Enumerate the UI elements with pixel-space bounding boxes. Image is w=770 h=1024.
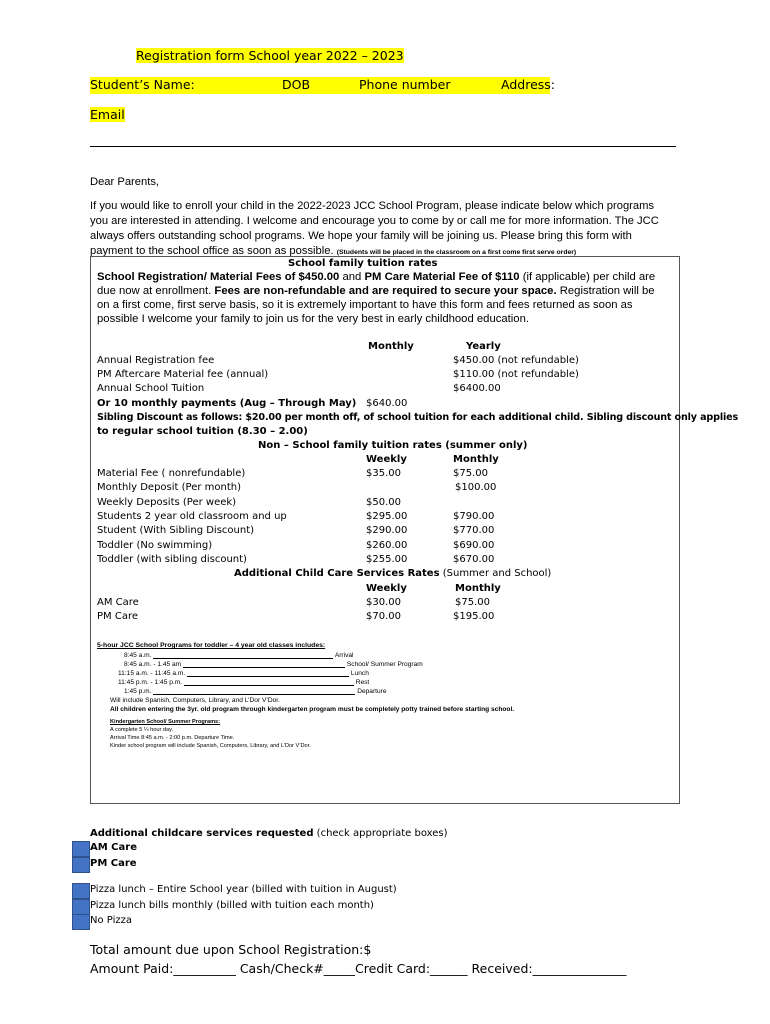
schedule-time: 1:45 p.m. Departure [124, 688, 387, 695]
form-title: Registration form School year 2022 – 2023 [136, 48, 404, 63]
fees-line-4: possible I welcome your family to join us for the very best in early childhood education. [97, 313, 530, 325]
greeting: Dear Parents, [90, 176, 160, 188]
rate-monthly: $690.00 [453, 540, 495, 551]
fee-label: Annual Registration fee [97, 355, 215, 366]
kindergarten-line: Kinder school program will include Spanish, Computers, Library, and L’Dor V’Dor. [110, 743, 311, 749]
care-monthly: $75.00 [455, 597, 490, 608]
pizza-entire-year-checkbox[interactable] [72, 883, 90, 899]
fees-line-1: School Registration/ Material Fees of $450.00 and PM Care Material Fee of $110 (if applicable) per child are [97, 271, 656, 283]
rate-monthly: $75.00 [453, 468, 488, 479]
sibling-discount-line-2: to regular school tuition (8.30 – 2.00) [97, 426, 308, 437]
rate-monthly: $100.00 [455, 482, 497, 493]
rate-label: Toddler (No swimming) [97, 540, 213, 551]
will-include-note: Will include Spanish, Computers, Library, and L’Dor V’Dor. [110, 697, 280, 704]
non-school-title: Non – School family tuition rates (summer only) [258, 440, 528, 451]
amount-paid-line: Amount Paid:__________ Cash/Check#_____Credit Card:______ Received:_______________ [90, 961, 627, 976]
email-label: Email [90, 107, 125, 122]
kindergarten-line: A complete 5 ¼ hour day. [110, 727, 174, 733]
additional-rates-title: Additional Child Care Services Rates (Summer and School) [234, 568, 552, 579]
rate-label: Toddler (with sibling discount) [97, 554, 247, 565]
rate-monthly: $770.00 [453, 525, 495, 536]
rate-weekly: $260.00 [366, 540, 408, 551]
care-label: AM Care [97, 597, 139, 608]
kindergarten-line: Arrival Time 8:45 a.m. - 2:00 p.m. Departure Time. [110, 735, 235, 741]
care-weekly: $30.00 [366, 597, 401, 608]
pm-care-label: PM Care [90, 858, 137, 869]
rate-weekly: $50.00 [366, 497, 401, 508]
placement-note: (Students will be placed in the classroom on a first come first serve order) [336, 249, 577, 256]
care-label: PM Care [97, 611, 138, 622]
monthly-payments-value: $640.00 [366, 398, 408, 409]
am-care-checkbox[interactable] [72, 841, 90, 857]
phone-label: Phone number [359, 77, 451, 92]
fee-label: PM Aftercare Material fee (annual) [97, 369, 269, 380]
schedule-time: 11:15 a.m. - 11:45 a.m. Lunch [118, 670, 369, 677]
pizza-monthly-checkbox[interactable] [72, 899, 90, 915]
address-label: Address: [501, 77, 555, 92]
schedule-time: 8:45 a.m. - 1.45 am School/ Summer Program [124, 661, 423, 668]
potty-training-note: All children entering the 3yr. old program through kindergarten program must be completely potty trained before starting school. [110, 706, 515, 713]
rate-monthly: $670.00 [453, 554, 495, 565]
care-weekly: $70.00 [366, 611, 401, 622]
letter-line-3: always offers outstanding school programs. We hope your family will be joining us. Please bring this form with [90, 230, 632, 242]
fee-yearly: $110.00 (not refundable) [453, 369, 579, 380]
no-pizza-checkbox[interactable] [72, 914, 90, 930]
letter-line-2: you are interested in attending. I welcome and encourage you to come by or call me for more information. The JCC [90, 215, 659, 227]
rate-label: Students 2 year old classroom and up [97, 511, 287, 522]
fee-label: Annual School Tuition [97, 383, 205, 394]
services-title: Additional childcare services requested (check appropriate boxes) [90, 828, 448, 839]
letter-line-1: If you would like to enroll your child in the 2022-2023 JCC School Program, please indicate below which programs [90, 200, 655, 212]
dob-label: DOB [282, 77, 311, 92]
col-yearly: Yearly [466, 341, 501, 352]
rate-label: Monthly Deposit (Per month) [97, 482, 241, 493]
student-name-label: Student’s Name: [90, 77, 195, 92]
col-monthly: Monthly [455, 583, 501, 594]
pizza-monthly-label: Pizza lunch bills monthly (billed with tuition each month) [90, 900, 374, 911]
schedule-time: 8:45 a.m. Arrival [124, 652, 354, 659]
rate-label: Student (With Sibling Discount) [97, 525, 255, 536]
letter-line-4: payment to the school office as soon as possible. (Students will be placed in the classroom on a first come first serve order) [90, 245, 577, 257]
fee-yearly: $450.00 (not refundable) [453, 355, 579, 366]
schedule-time: 11:45 p.m. - 1:45 p.m. Rest [118, 679, 370, 686]
col-weekly: Weekly [366, 454, 407, 465]
rate-weekly: $35.00 [366, 468, 401, 479]
col-weekly: Weekly [366, 583, 407, 594]
fee-yearly: $6400.00 [453, 383, 501, 394]
rate-label: Material Fee ( nonrefundable) [97, 468, 246, 479]
rate-weekly: $290.00 [366, 525, 408, 536]
fees-line-2: due now at enrollment. Fees are non-refundable and are required to secure your space. Registration will be [97, 285, 655, 297]
rate-label: Weekly Deposits (Per week) [97, 497, 237, 508]
col-monthly: Monthly [453, 454, 499, 465]
rate-weekly: $255.00 [366, 554, 408, 565]
toddler-program-title: 5-hour JCC School Programs for toddler – 4 year old classes includes: [97, 642, 326, 649]
am-care-label: AM Care [90, 842, 137, 853]
pm-care-checkbox[interactable] [72, 857, 90, 873]
divider-line [90, 146, 676, 147]
pizza-entire-year-label: Pizza lunch – Entire School year (billed with tuition in August) [90, 884, 397, 895]
rate-monthly: $790.00 [453, 511, 495, 522]
section-title: School family tuition rates [288, 258, 438, 269]
monthly-payments-label: Or 10 monthly payments (Aug – Through May) [97, 398, 357, 409]
col-monthly: Monthly [368, 341, 414, 352]
care-monthly: $195.00 [453, 611, 495, 622]
sibling-discount-line-1: Sibling Discount as follows: $20.00 per month off, of school tuition for each additional child. Sibling discount only applies [97, 412, 739, 423]
rate-weekly: $295.00 [366, 511, 408, 522]
no-pizza-label: No Pizza [90, 915, 132, 926]
total-amount-line: Total amount due upon School Registration:$ [90, 942, 372, 957]
kindergarten-title: Kindergarten School/ Summer Programs: [110, 719, 221, 725]
fees-line-3: on a first come, first serve basis, so it is extremely important to have this form and fees returned as soon as [97, 299, 633, 311]
